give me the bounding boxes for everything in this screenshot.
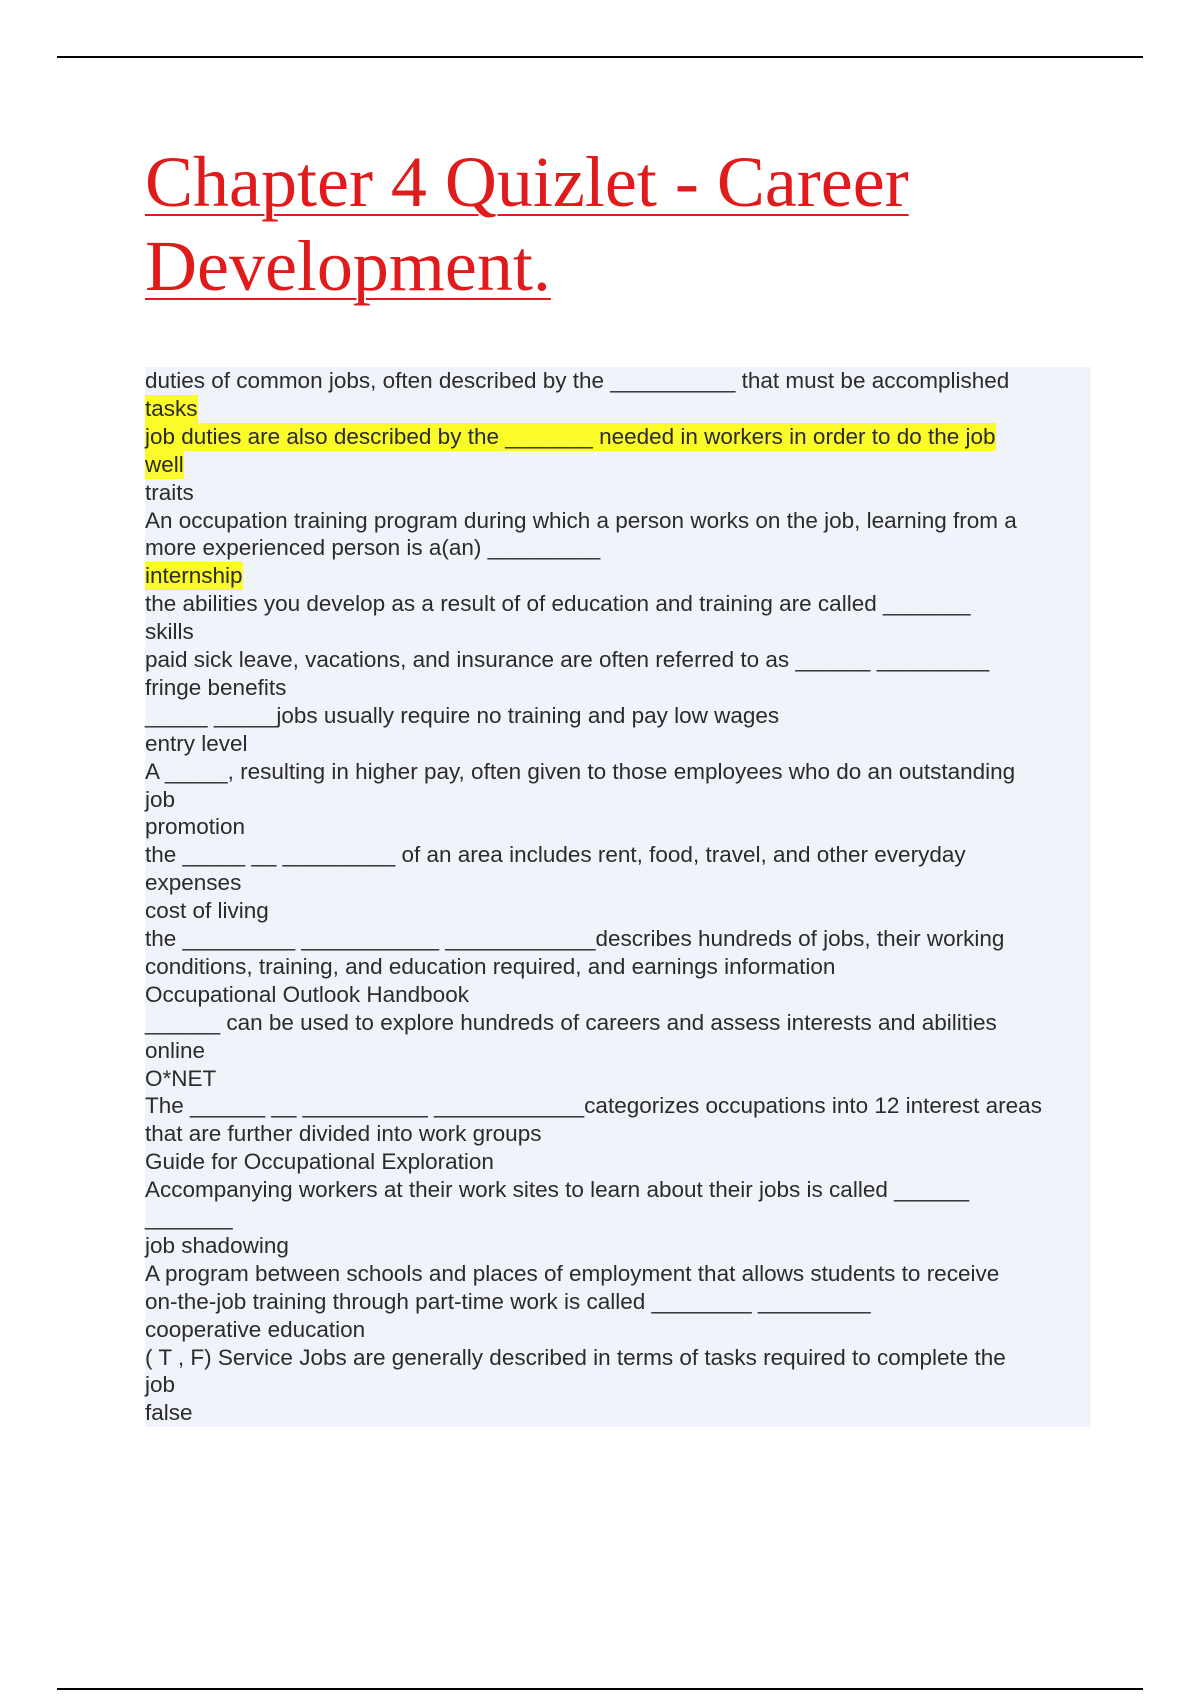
flashcard-line: job duties are also described by the _______ needed in workers in order to do the job bbox=[145, 423, 996, 449]
flashcard-line: on-the-job training through part-time work is called ________ _________ bbox=[145, 1288, 871, 1314]
flashcard-line: tasks bbox=[145, 395, 198, 421]
flashcard-line: _______ bbox=[145, 1205, 233, 1230]
flashcard-line: ______ can be used to explore hundreds of careers and assess interests and abilities bbox=[145, 1009, 997, 1035]
flashcard-line: fringe benefits bbox=[145, 674, 287, 700]
flashcard-line: job bbox=[145, 1372, 176, 1398]
flashcard-line: skills bbox=[145, 619, 194, 645]
bottom-rule bbox=[57, 1688, 1143, 1690]
flashcard-line: A _____, resulting in higher pay, often given to those employees who do an outstanding bbox=[145, 758, 1016, 784]
title-line-2: Development. bbox=[145, 226, 551, 306]
flashcard-line: entry level bbox=[145, 730, 248, 756]
flashcard-line: duties of common jobs, often described by the __________ that must be accomplished bbox=[145, 368, 1010, 393]
flashcard-line: paid sick leave, vacations, and insurance are often referred to as ______ _________ bbox=[145, 647, 990, 672]
flashcard-line: expenses bbox=[145, 870, 242, 896]
flashcard-line: ( T , F) Service Jobs are generally described in terms of tasks required to complete the bbox=[145, 1344, 1006, 1370]
flashcard-line: the _________ ___________ ____________describes hundreds of jobs, their working bbox=[145, 926, 1005, 951]
document-title bbox=[145, 140, 1105, 308]
flashcard-line: An occupation training program during which a person works on the job, learning from a bbox=[145, 507, 1017, 533]
flashcard-line: job bbox=[145, 786, 176, 812]
flashcard-line: job shadowing bbox=[145, 1232, 289, 1258]
top-rule bbox=[57, 56, 1143, 58]
flashcard-list bbox=[145, 367, 1091, 1427]
flashcard-line: more experienced person is a(an) _________ bbox=[145, 535, 601, 561]
flashcard-line: Occupational Outlook Handbook bbox=[145, 981, 469, 1007]
flashcard-line: traits bbox=[145, 479, 194, 505]
flashcard-line: cost of living bbox=[145, 898, 269, 924]
flashcard-line: online bbox=[145, 1037, 206, 1063]
flashcard-line: the _____ __ _________ of an area includes rent, food, travel, and other everyday bbox=[145, 842, 966, 868]
flashcard-line: internship bbox=[145, 563, 243, 589]
title-line-1: Chapter 4 Quizlet - Career bbox=[145, 142, 909, 222]
flashcard-line: _____ _____jobs usually require no training and pay low wages bbox=[145, 702, 780, 728]
flashcard-line: Accompanying workers at their work sites to learn about their jobs is called ______ bbox=[145, 1177, 970, 1203]
flashcard-line: the abilities you develop as a result of of education and training are called _______ bbox=[145, 591, 971, 617]
flashcard-line: false bbox=[145, 1400, 193, 1426]
flashcard-line: Guide for Occupational Exploration bbox=[145, 1149, 494, 1175]
flashcard-line: O*NET bbox=[145, 1065, 217, 1091]
flashcard-line: conditions, training, and education required, and earnings information bbox=[145, 953, 836, 979]
flashcard-line: A program between schools and places of employment that allows students to receive bbox=[145, 1260, 1000, 1286]
flashcard-line: well bbox=[145, 451, 184, 477]
flashcard-line: that are further divided into work groups bbox=[145, 1121, 542, 1147]
flashcard-line: promotion bbox=[145, 814, 246, 840]
flashcard-line: cooperative education bbox=[145, 1316, 366, 1342]
flashcard-line: The ______ __ __________ ____________categorizes occupations into 12 interest areas bbox=[145, 1093, 1042, 1119]
